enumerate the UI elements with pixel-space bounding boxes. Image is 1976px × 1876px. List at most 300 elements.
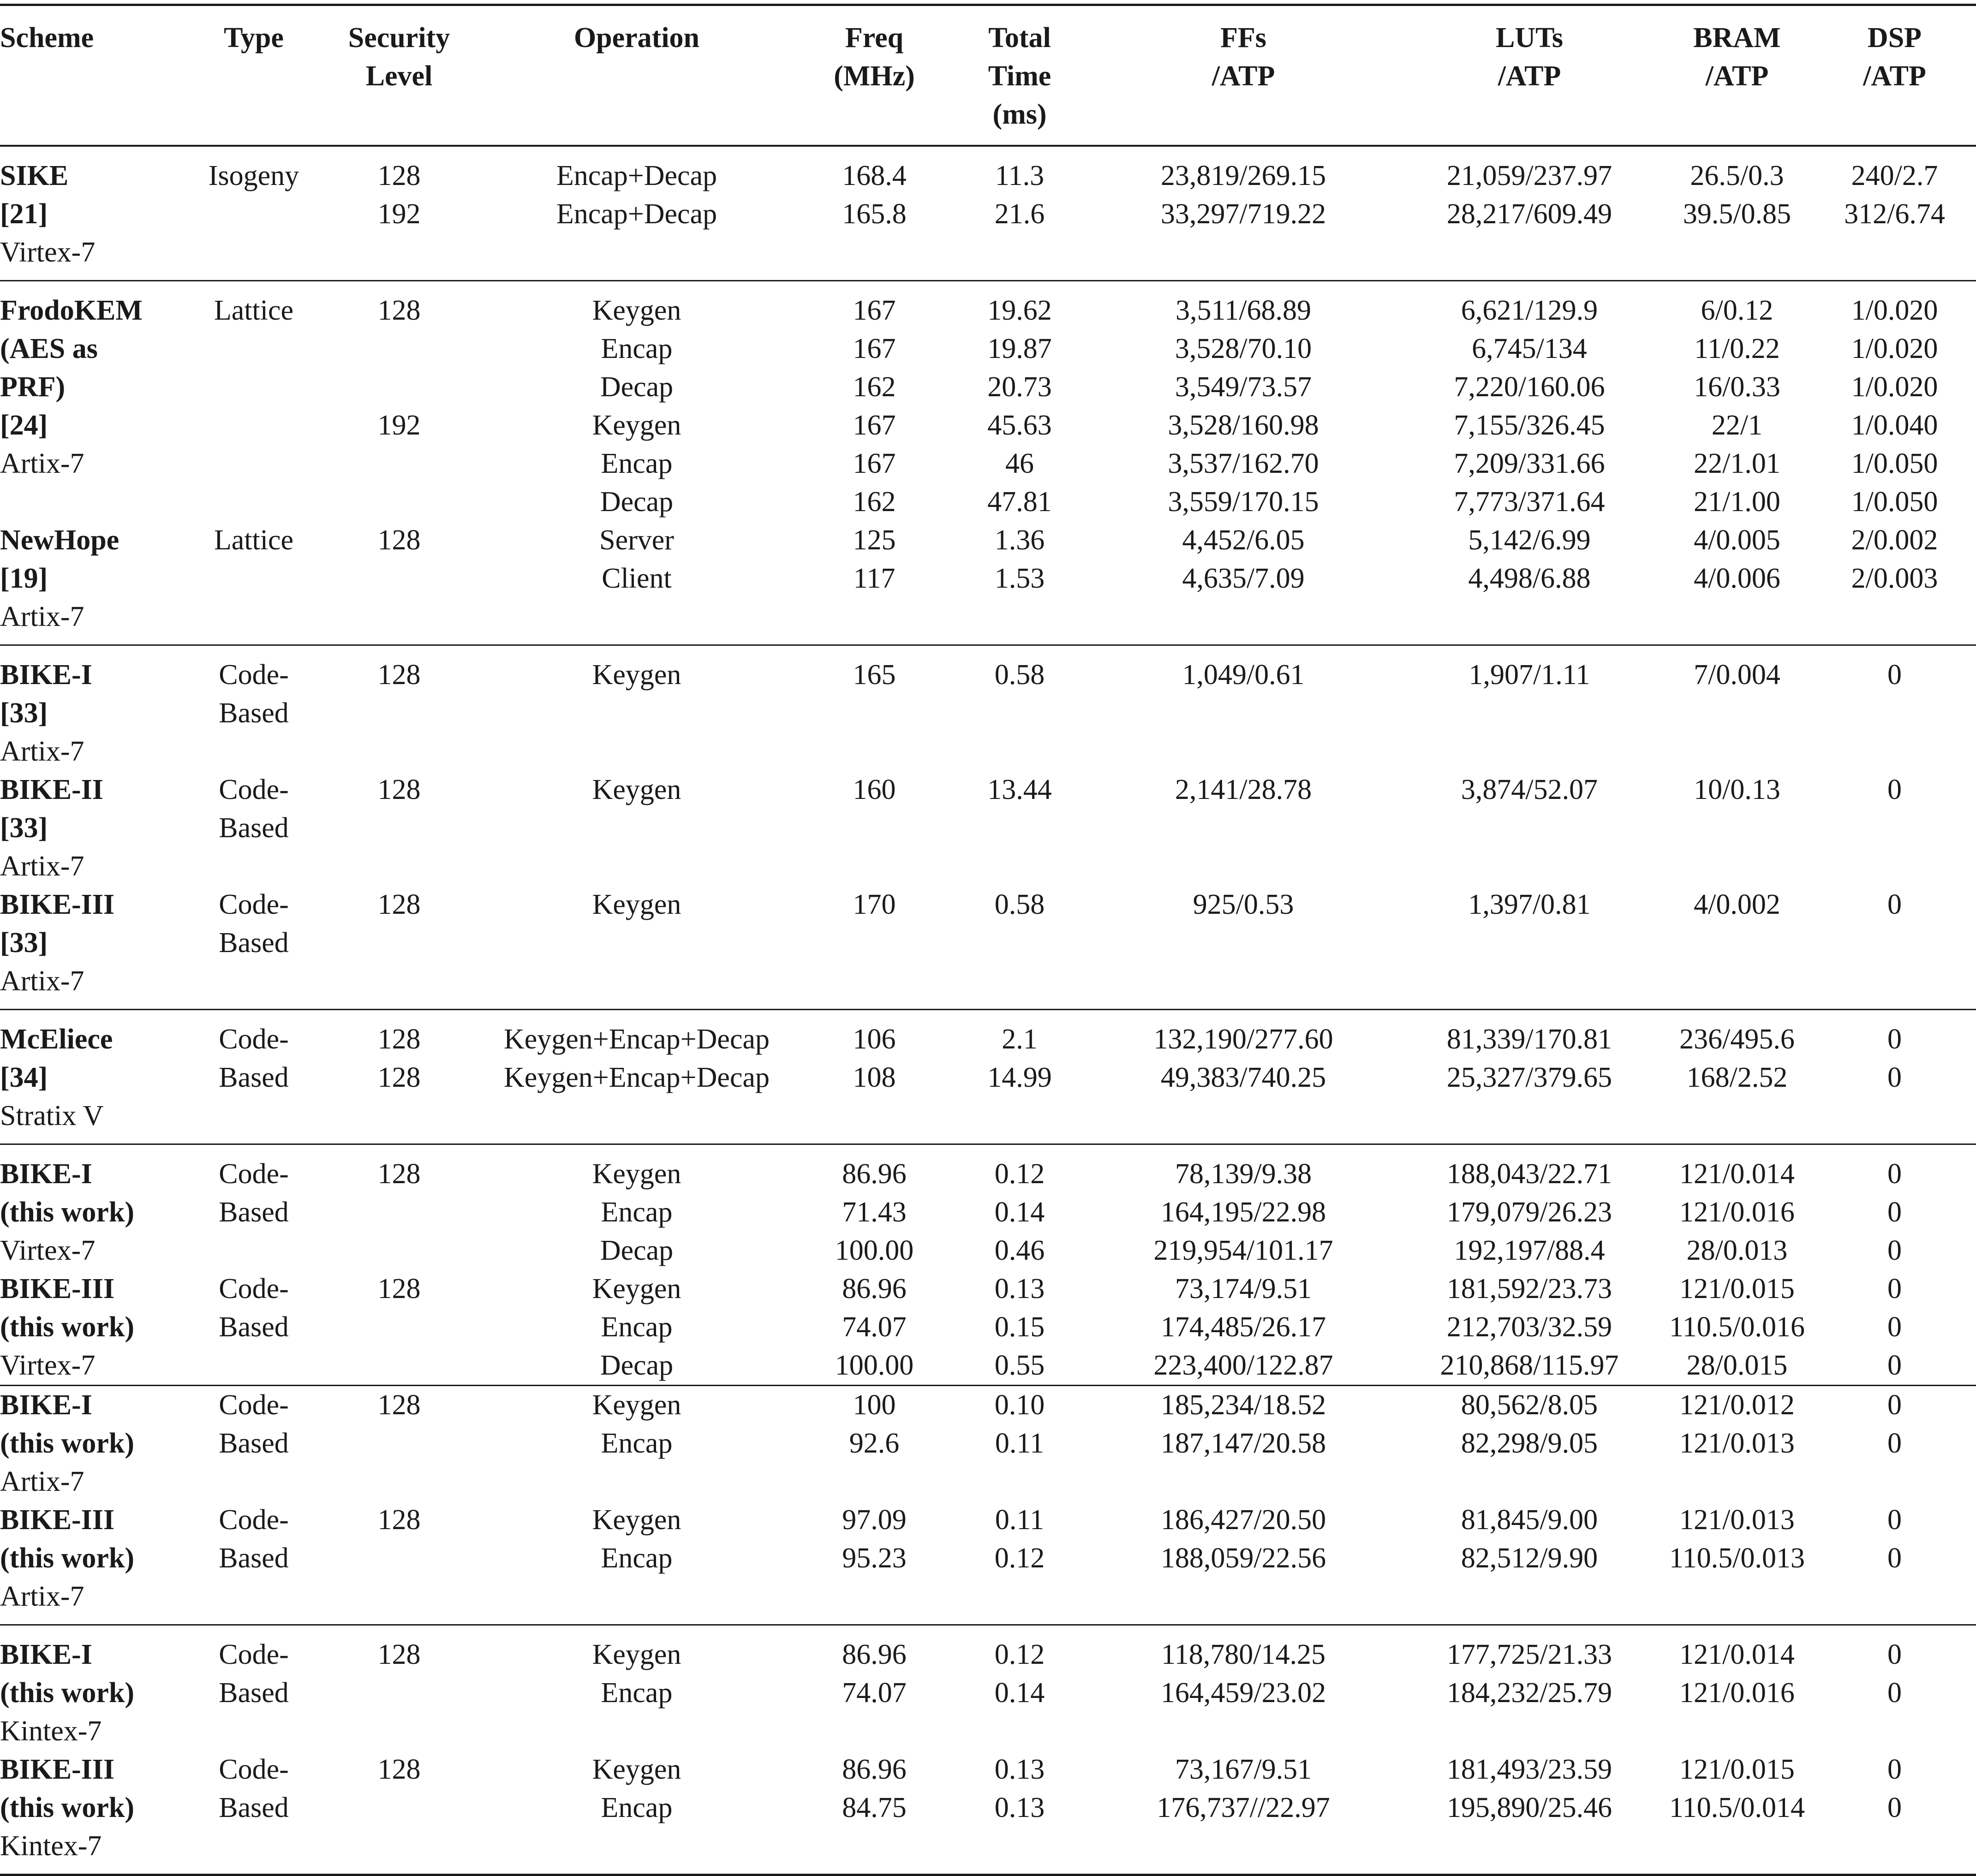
cell-freq: 86.96: [842, 1754, 907, 1785]
table-row: [0, 560, 1976, 598]
comparison-table: [0, 4, 1976, 1876]
cell-luts-atp: [1398, 1463, 1661, 1501]
cell-security-level: 128: [377, 1639, 421, 1670]
cell-ffs-atp: 3,559/170.15: [1168, 486, 1319, 518]
cell-type: Based: [219, 1062, 289, 1093]
cell-type: Code-: [219, 774, 289, 805]
cell-bram-atp: 110.5/0.013: [1669, 1542, 1805, 1574]
cell-luts-atp: [1398, 962, 1661, 1010]
cell-scheme: Artix-7: [0, 736, 84, 767]
cell-freq: [798, 924, 950, 962]
cell-freq: [798, 847, 950, 886]
table-row: [0, 233, 1976, 281]
cell-luts-atp: [1398, 1712, 1661, 1751]
cell-security-level: [323, 1308, 475, 1346]
cell-type: [185, 1097, 323, 1144]
cell-type: Code-: [219, 1273, 289, 1304]
cell-security-level: 128: [377, 1754, 421, 1785]
table-row: [0, 1827, 1976, 1875]
table-row: [0, 1193, 1976, 1232]
cell-total-time: 13.44: [987, 774, 1052, 805]
cell-type: Based: [219, 1428, 289, 1459]
table-row: [0, 406, 1976, 445]
cell-scheme: BIKE-I: [0, 1639, 92, 1670]
cell-luts-atp: [1398, 924, 1661, 962]
cell-scheme: [34]: [0, 1062, 48, 1093]
cell-total-time: [950, 962, 1089, 1010]
cell-ffs-atp: 3,528/160.98: [1168, 410, 1319, 441]
cell-bram-atp: 121/0.015: [1679, 1754, 1795, 1785]
cell-total-time: 1.53: [994, 563, 1045, 594]
cell-bram-atp: [1661, 847, 1813, 886]
cell-freq: 167: [853, 333, 896, 364]
cell-scheme: SIKE: [0, 160, 69, 191]
table-row: [0, 886, 1976, 924]
cell-type: [185, 1827, 323, 1875]
cell-scheme: BIKE-III: [0, 889, 115, 920]
cell-luts-atp: 6,621/129.9: [1461, 295, 1598, 326]
cell-scheme: Kintex-7: [0, 1827, 185, 1875]
cell-ffs-atp: [1089, 809, 1398, 847]
cell-type: [185, 1578, 323, 1625]
table-row: [0, 195, 1976, 233]
table-row: [0, 1010, 1976, 1059]
cell-total-time: [950, 233, 1089, 281]
cell-type: [185, 598, 323, 645]
table-row: [0, 1539, 1976, 1578]
cell-type: Code-: [219, 889, 289, 920]
cell-operation: Encap: [601, 1677, 673, 1709]
table-row: [0, 1789, 1976, 1827]
header-ffs-atp: [1089, 5, 1398, 146]
cell-total-time: 0.13: [994, 1273, 1045, 1304]
cell-freq: 86.96: [842, 1158, 907, 1190]
cell-total-time: 2.1: [1002, 1024, 1038, 1055]
cell-scheme: PRF): [0, 371, 66, 403]
cell-dsp-atp: 0: [1887, 1158, 1902, 1190]
cell-type: Based: [219, 1311, 289, 1343]
cell-scheme: Artix-7: [0, 1578, 185, 1625]
table-row: [0, 1097, 1976, 1144]
cell-operation: [475, 598, 798, 645]
cell-total-time: 0.13: [994, 1754, 1045, 1785]
cell-total-time: 0.46: [994, 1235, 1045, 1266]
cell-ffs-atp: 132,190/277.60: [1153, 1024, 1333, 1055]
cell-ffs-atp: 185,234/18.52: [1160, 1389, 1326, 1421]
cell-freq: [798, 694, 950, 733]
cell-ffs-atp: 4,635/7.09: [1182, 563, 1305, 594]
cell-total-time: 0.11: [995, 1504, 1045, 1536]
cell-dsp-atp: 1/0.020: [1851, 371, 1938, 403]
cell-security-level: [323, 233, 475, 281]
cell-total-time: 0.58: [994, 659, 1045, 691]
cell-bram-atp: 28/0.015: [1661, 1346, 1813, 1386]
cell-freq: [798, 1578, 950, 1625]
cell-bram-atp: 26.5/0.3: [1690, 160, 1784, 191]
cell-ffs-atp: [1089, 962, 1398, 1010]
cell-ffs-atp: 925/0.53: [1193, 889, 1294, 920]
cell-ffs-atp: [1089, 924, 1398, 962]
cell-operation: Decap: [600, 371, 674, 403]
cell-total-time: [950, 598, 1089, 645]
cell-operation: Encap: [601, 1428, 673, 1459]
cell-freq: 95.23: [842, 1542, 907, 1574]
cell-freq: 71.43: [842, 1197, 907, 1228]
cell-type: [185, 445, 323, 483]
cell-luts-atp: [1398, 733, 1661, 771]
cell-freq: 162: [853, 486, 896, 518]
cell-dsp-atp: 0: [1887, 1235, 1902, 1266]
cell-freq: 84.75: [842, 1792, 907, 1823]
cell-dsp-atp: [1813, 962, 1976, 1010]
cell-freq: [798, 1097, 950, 1144]
table-row: [0, 962, 1976, 1010]
cell-freq: 168.4: [842, 160, 907, 191]
cell-scheme: Artix-7: [0, 598, 185, 645]
cell-operation: Keygen: [592, 295, 681, 326]
cell-dsp-atp: 0: [1887, 1024, 1902, 1055]
cell-freq: [798, 809, 950, 847]
cell-ffs-atp: 186,427/20.50: [1160, 1504, 1326, 1536]
cell-total-time: 46: [1005, 448, 1034, 479]
header-line: Operation: [573, 22, 700, 54]
cell-total-time: 0.10: [994, 1389, 1045, 1421]
cell-dsp-atp: 0: [1887, 1677, 1902, 1709]
cell-security-level: [323, 1193, 475, 1232]
cell-dsp-atp: [1813, 809, 1976, 847]
cell-total-time: 0.12: [994, 1542, 1045, 1574]
header-freq: [798, 5, 950, 146]
cell-ffs-atp: [1089, 1578, 1398, 1625]
cell-luts-atp: 81,845/9.00: [1461, 1504, 1598, 1536]
cell-ffs-atp: [1089, 598, 1398, 645]
cell-freq: 117: [853, 563, 895, 594]
cell-operation: Keygen+Encap+Decap: [504, 1062, 770, 1093]
cell-security-level: [323, 330, 475, 368]
cell-type: Based: [219, 1792, 289, 1823]
cell-scheme: BIKE-III: [0, 1504, 115, 1536]
header-dsp-atp: [1813, 5, 1976, 146]
cell-dsp-atp: 1/0.050: [1851, 486, 1938, 518]
cell-operation: Encap: [601, 1792, 673, 1823]
cell-security-level: [323, 1539, 475, 1578]
cell-operation: Keygen: [592, 1754, 681, 1785]
cell-dsp-atp: 2/0.003: [1851, 563, 1938, 594]
header-line: Security: [348, 22, 450, 54]
table-row: [0, 1578, 1976, 1625]
cell-security-level: [323, 1674, 475, 1712]
cell-operation: [475, 1578, 798, 1625]
cell-type: Based: [219, 697, 289, 729]
cell-scheme: [33]: [0, 697, 48, 729]
cell-bram-atp: 121/0.014: [1679, 1158, 1795, 1190]
cell-luts-atp: 82,298/9.05: [1461, 1428, 1598, 1459]
cell-scheme: Artix-7: [0, 962, 185, 1010]
cell-total-time: 0.13: [994, 1792, 1045, 1823]
cell-security-level: 192: [377, 198, 421, 230]
cell-dsp-atp: 0: [1813, 1346, 1976, 1386]
cell-operation: [475, 1463, 798, 1501]
cell-type: [185, 406, 323, 445]
cell-security-level: [323, 1463, 475, 1501]
cell-operation: Client: [602, 563, 672, 594]
cell-freq: [798, 233, 950, 281]
cell-luts-atp: 192,197/88.4: [1454, 1235, 1605, 1266]
cell-operation: Encap: [601, 1311, 673, 1343]
table-header: [0, 5, 1976, 146]
cell-scheme: (this work): [0, 1677, 135, 1709]
header-line: Level: [365, 60, 433, 92]
cell-dsp-atp: 0: [1887, 1062, 1902, 1093]
cell-ffs-atp: 73,174/9.51: [1175, 1273, 1312, 1304]
cell-operation: Keygen: [592, 774, 681, 805]
cell-type: [185, 483, 323, 521]
cell-security-level: [323, 368, 475, 406]
cell-ffs-atp: 78,139/9.38: [1175, 1158, 1312, 1190]
cell-total-time: 0.12: [994, 1158, 1045, 1190]
cell-luts-atp: 210,868/115.97: [1398, 1346, 1661, 1386]
cell-operation: [475, 924, 798, 962]
cell-freq: 74.07: [842, 1311, 907, 1343]
cell-security-level: 128: [377, 889, 421, 920]
cell-bram-atp: 121/0.015: [1679, 1273, 1795, 1304]
cell-bram-atp: 121/0.013: [1679, 1504, 1795, 1536]
cell-operation: Keygen: [592, 1158, 681, 1190]
cell-security-level: 128: [377, 1504, 421, 1536]
cell-luts-atp: 6,745/134: [1472, 333, 1587, 364]
cell-luts-atp: 7,220/160.06: [1454, 371, 1605, 403]
cell-type: [185, 233, 323, 281]
table-row: [0, 1308, 1976, 1346]
cell-type: [185, 1712, 323, 1751]
cell-type: Based: [219, 1542, 289, 1574]
cell-freq: 162: [853, 371, 896, 403]
cell-luts-atp: 28,217/609.49: [1446, 198, 1612, 230]
header-line: Total: [988, 22, 1051, 54]
cell-luts-atp: 181,592/23.73: [1446, 1273, 1612, 1304]
cell-bram-atp: 121/0.016: [1679, 1197, 1795, 1228]
cell-ffs-atp: 118,780/14.25: [1161, 1639, 1325, 1670]
cell-security-level: 128: [377, 659, 421, 691]
cell-operation: Encap: [601, 333, 673, 364]
cell-bram-atp: [1661, 809, 1813, 847]
cell-ffs-atp: [1089, 1712, 1398, 1751]
cell-dsp-atp: 0: [1887, 1542, 1902, 1574]
cell-operation: Keygen: [592, 1639, 681, 1670]
cell-total-time: [950, 1463, 1089, 1501]
cell-security-level: [323, 483, 475, 521]
cell-ffs-atp: 73,167/9.51: [1175, 1754, 1312, 1785]
cell-scheme: [19]: [0, 563, 48, 594]
header-bram-atp: [1661, 5, 1813, 146]
header-line: DSP: [1867, 22, 1922, 54]
cell-operation: Keygen: [592, 1389, 681, 1421]
header-line: Freq: [845, 22, 904, 54]
cell-total-time: 47.81: [987, 486, 1052, 518]
cell-bram-atp: 22/1: [1711, 410, 1763, 441]
cell-total-time: 0.11: [995, 1428, 1045, 1459]
cell-scheme: (this work): [0, 1311, 135, 1343]
cell-dsp-atp: [1813, 1463, 1976, 1501]
cell-security-level: [323, 847, 475, 886]
cell-bram-atp: 28/0.013: [1686, 1235, 1788, 1266]
cell-security-level: [323, 1789, 475, 1827]
cell-scheme: [0, 483, 185, 521]
header-line: Scheme: [0, 22, 94, 54]
cell-bram-atp: 7/0.004: [1694, 659, 1780, 691]
header-type: [185, 5, 323, 146]
cell-bram-atp: [1661, 1712, 1813, 1751]
header-line: Time: [988, 60, 1051, 92]
cell-security-level: [323, 733, 475, 771]
cell-ffs-atp: 176,737//22.97: [1157, 1792, 1330, 1823]
cell-ffs-atp: 187,147/20.58: [1160, 1428, 1326, 1459]
table-row: [0, 645, 1976, 695]
cell-dsp-atp: 0: [1887, 1504, 1902, 1536]
cell-bram-atp: [1661, 233, 1813, 281]
cell-security-level: 128: [377, 524, 421, 556]
cell-type: Based: [219, 1677, 289, 1709]
table-row: [0, 771, 1976, 809]
cell-freq: [798, 733, 950, 771]
cell-type: [185, 962, 323, 1010]
table-row: [0, 847, 1976, 886]
header-line: (ms): [992, 99, 1047, 130]
cell-operation: [475, 1097, 798, 1144]
cell-operation: [475, 233, 798, 281]
cell-luts-atp: [1398, 1827, 1661, 1875]
cell-security-level: [323, 560, 475, 598]
cell-ffs-atp: 4,452/6.05: [1182, 524, 1305, 556]
cell-security-level: [323, 962, 475, 1010]
cell-dsp-atp: 0: [1887, 1639, 1902, 1670]
cell-type: Code-: [219, 659, 289, 691]
cell-dsp-atp: 0: [1887, 1311, 1902, 1343]
cell-bram-atp: 121/0.013: [1679, 1428, 1795, 1459]
cell-security-level: [323, 445, 475, 483]
header-line: BRAM: [1693, 22, 1781, 54]
cell-freq: 100: [853, 1389, 896, 1421]
cell-type: Isogeny: [208, 160, 299, 191]
cell-bram-atp: [1661, 598, 1813, 645]
cell-luts-atp: 179,079/26.23: [1446, 1197, 1612, 1228]
cell-dsp-atp: [1813, 1827, 1976, 1875]
cell-type: [185, 1463, 323, 1501]
cell-dsp-atp: [1813, 233, 1976, 281]
cell-freq: 100.00: [835, 1235, 914, 1266]
table-row: [0, 1501, 1976, 1539]
cell-ffs-atp: 164,195/22.98: [1160, 1197, 1326, 1228]
cell-luts-atp: 184,232/25.79: [1446, 1677, 1612, 1709]
cell-bram-atp: [1661, 1097, 1813, 1144]
cell-ffs-atp: 3,549/73.57: [1175, 371, 1312, 403]
cell-scheme: [33]: [0, 812, 48, 844]
cell-type: Lattice: [214, 295, 294, 326]
cell-ffs-atp: 223,400/122.87: [1089, 1346, 1398, 1386]
table-row: [0, 809, 1976, 847]
cell-luts-atp: 80,562/8.05: [1461, 1389, 1598, 1421]
cell-dsp-atp: 0: [1887, 774, 1902, 805]
table-row: [0, 598, 1976, 645]
cell-scheme: Virtex-7: [0, 1346, 185, 1386]
cell-freq: [798, 1463, 950, 1501]
cell-dsp-atp: 0: [1887, 659, 1902, 691]
cell-scheme: BIKE-I: [0, 659, 92, 691]
cell-scheme: BIKE-II: [0, 774, 103, 805]
cell-scheme: BIKE-I: [0, 1389, 92, 1421]
header-luts-atp: [1398, 5, 1661, 146]
cell-security-level: [323, 1097, 475, 1144]
cell-security-level: [323, 1827, 475, 1875]
cell-bram-atp: [1661, 962, 1813, 1010]
cell-security-level: [323, 1232, 475, 1270]
cell-bram-atp: 110.5/0.016: [1669, 1311, 1805, 1343]
cell-ffs-atp: [1089, 233, 1398, 281]
cell-type: Lattice: [214, 524, 294, 556]
cell-luts-atp: 188,043/22.71: [1446, 1158, 1612, 1190]
cell-ffs-atp: [1089, 733, 1398, 771]
cell-luts-atp: [1398, 233, 1661, 281]
cell-ffs-atp: [1089, 1463, 1398, 1501]
cell-type: Code-: [219, 1158, 289, 1190]
cell-type: [185, 847, 323, 886]
cell-luts-atp: [1398, 694, 1661, 733]
cell-operation: Encap+Decap: [556, 198, 717, 230]
cell-dsp-atp: 1/0.020: [1851, 333, 1938, 364]
cell-security-level: [323, 598, 475, 645]
cell-dsp-atp: 0: [1887, 1273, 1902, 1304]
cell-bram-atp: 121/0.014: [1679, 1639, 1795, 1670]
cell-dsp-atp: 2/0.002: [1851, 524, 1938, 556]
cell-type: [185, 330, 323, 368]
cell-freq: 125: [853, 524, 896, 556]
cell-operation: Encap+Decap: [556, 160, 717, 191]
table-row: [0, 368, 1976, 406]
cell-ffs-atp: [1089, 694, 1398, 733]
cell-freq: 86.96: [842, 1639, 907, 1670]
cell-scheme: (this work): [0, 1428, 135, 1459]
header-line: /ATP: [1705, 60, 1769, 92]
cell-total-time: 0.14: [994, 1677, 1045, 1709]
cell-operation: Keygen: [592, 410, 681, 441]
cell-security-level: [323, 694, 475, 733]
table-row: [0, 1144, 1976, 1194]
cell-freq: 160: [853, 774, 896, 805]
cell-bram-atp: 6/0.12: [1701, 295, 1773, 326]
cell-luts-atp: 177,725/21.33: [1446, 1639, 1612, 1670]
table-row: [0, 445, 1976, 483]
cell-total-time: 21.6: [994, 198, 1045, 230]
cell-bram-atp: 168/2.52: [1686, 1062, 1788, 1093]
header-line: /ATP: [1212, 60, 1275, 92]
cell-luts-atp: 195,890/25.46: [1446, 1792, 1612, 1823]
cell-scheme: BIKE-I: [0, 1158, 92, 1190]
header-operation: [475, 5, 798, 146]
cell-total-time: [950, 1827, 1089, 1875]
cell-bram-atp: [1661, 1578, 1813, 1625]
cell-type: Code-: [219, 1639, 289, 1670]
cell-luts-atp: 5,142/6.99: [1468, 524, 1591, 556]
cell-dsp-atp: [1813, 733, 1976, 771]
cell-luts-atp: [1398, 847, 1661, 886]
cell-luts-atp: [1398, 1097, 1661, 1144]
cell-scheme: (this work): [0, 1542, 135, 1574]
cell-operation: Keygen: [592, 1273, 681, 1304]
cell-bram-atp: 21/1.00: [1694, 486, 1780, 518]
cell-scheme: BIKE-III: [0, 1754, 115, 1785]
cell-total-time: [950, 1097, 1089, 1144]
cell-bram-atp: [1661, 733, 1813, 771]
